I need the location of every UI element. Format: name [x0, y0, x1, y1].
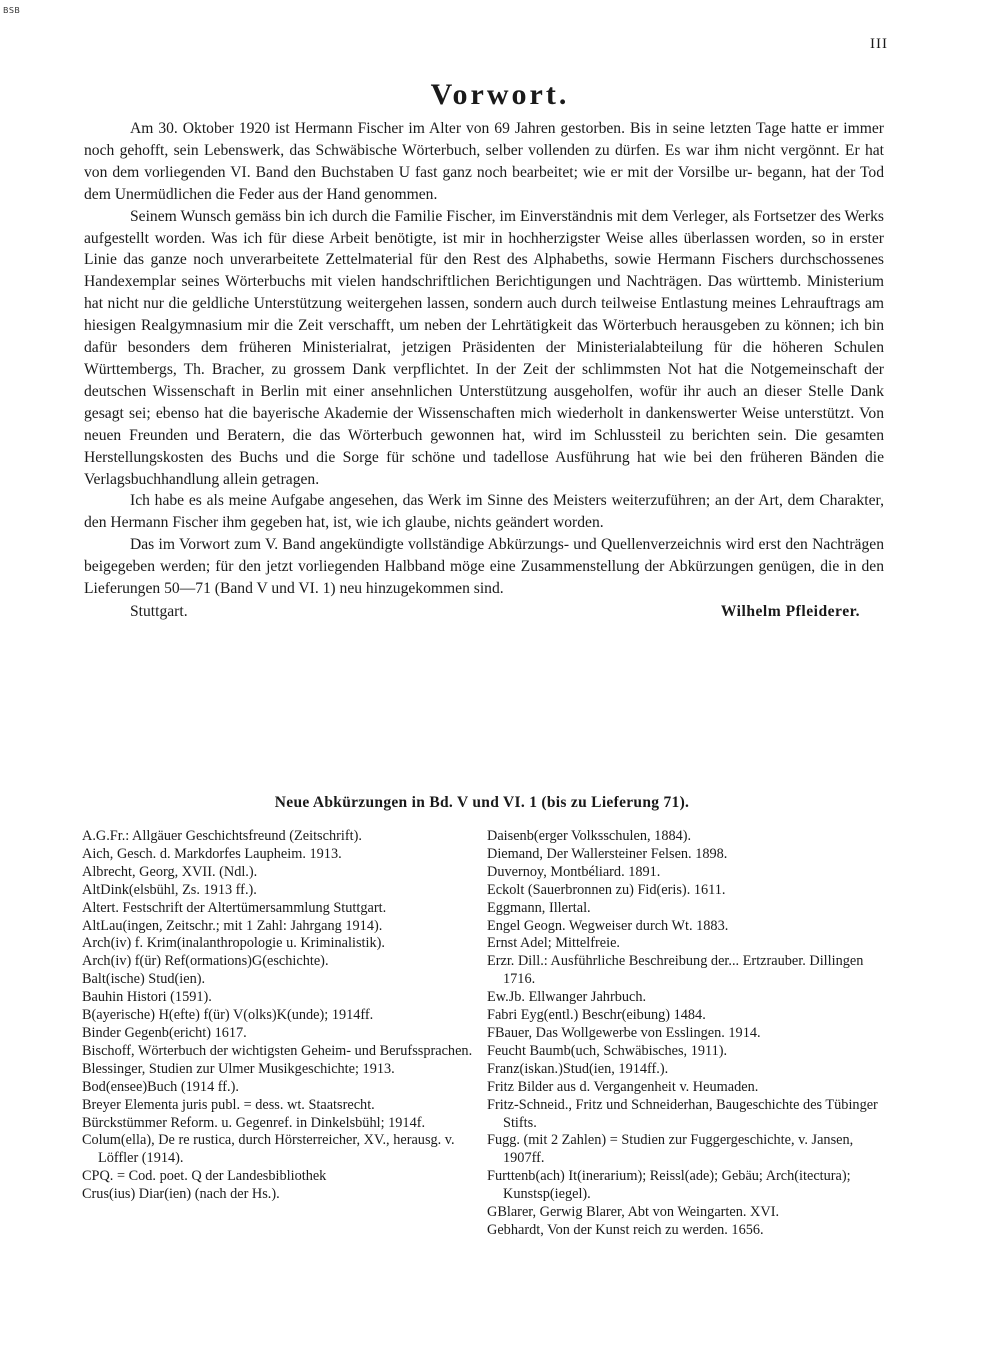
abbreviation-entry: Feucht Baumb(uch, Schwäbisches, 1911). — [487, 1042, 728, 1059]
abbreviation-entry: Arch(iv) f. Krim(inalanthropologie u. Kriminalistik). — [82, 935, 385, 952]
abbreviation-entry: Breyer Elementa juris publ. = dess. wt. Staatsrecht. — [82, 1096, 375, 1113]
abbreviation-entry: Gebhardt, Von der Kunst reich zu werden. 1656. — [487, 1221, 764, 1238]
abbreviation-entry: Bod(ensee)Buch (1914 ff.). — [82, 1078, 239, 1095]
signature-name: Wilhelm Pfleiderer. — [720, 602, 860, 620]
place-date: Stuttgart. — [130, 602, 188, 620]
abbreviation-entry: Engel Geogn. Wegweiser durch Wt. 1883. — [487, 917, 729, 934]
abbreviation-entry: B(ayerische) H(efte) f(ür) V(olks)K(unde); 1914ff. — [82, 1007, 374, 1024]
abbreviation-entry: Arch(iv) f(ür) Ref(ormations)G(eschichte). — [82, 953, 329, 970]
abbreviation-entry: Fritz Bilder aus d. Vergangenheit v. Heumaden. — [487, 1078, 759, 1095]
abbreviation-entry: GBlarer, Gerwig Blarer, Abt von Weingarten. XVI. — [487, 1204, 780, 1221]
abbreviation-entry: Fugg. (mit 2 Zahlen) = Studien zur Fuggergeschichte, v. Jansen, 1907ff. — [487, 1132, 854, 1167]
preface-title: Vorwort. — [430, 78, 570, 111]
abbreviation-entry: Bürckstümmer Reform. u. Gegenref. in Dinkelsbühl; 1914f. — [82, 1114, 426, 1131]
abbreviation-entry: Ernst Adel; Mittelfreie. — [487, 935, 621, 952]
abbreviation-entry: Bauhin Histori (1591). — [82, 989, 212, 1006]
abbreviation-entry: Fritz-Schneid., Fritz und Schneiderhan, Baugeschichte des Tübinger Stifts. — [487, 1096, 878, 1131]
abbreviation-entry: Bischoff, Wörterbuch der wichtigsten Geheim- und Berufssprachen. — [82, 1042, 473, 1059]
signature-row — [84, 601, 884, 623]
abbreviation-entry: Furttenb(ach) It(inerarium); Reissl(ade); Gebäu; Arch(itectura); Kunstsp(iegel). — [487, 1168, 851, 1203]
abbreviation-entry: Balt(ische) Stud(ien). — [82, 971, 206, 988]
abbreviations-right-column — [487, 828, 883, 1240]
abbreviation-entry: Aich, Gesch. d. Markdorfes Laupheim. 1913. — [82, 845, 342, 862]
abbreviation-entry: Binder Gegenb(ericht) 1617. — [82, 1024, 247, 1041]
abbreviation-entry: Duvernoy, Montbéliard. 1891. — [487, 863, 661, 880]
abbreviation-entry: Diemand, Der Wallersteiner Felsen. 1898. — [487, 845, 728, 862]
preface-paragraph-1: Am 30. Oktober 1920 ist Hermann Fischer im Alter von 69 Jahren gestorben. Bis in seine letzten Tage hatte er immer noch gehofft, sein Lebenswerk, das Schwäbische Wörterbuch, selber vollenden zu dürfen. Es war ihm nicht vergönnt. Er hat von dem vorliegenden VI. Band den Buchstaben U fast ganz noch bearbeitet; wie er mit der Vorsilbe ur- begann, hat der Tod dem Unermüdlichen die Feder aus der Hand genommen. — [84, 120, 884, 203]
abbreviation-entry: FBauer, Das Wollgewerbe von Esslingen. 1914. — [487, 1024, 761, 1041]
abbreviations-left-column — [82, 828, 480, 1204]
abbreviation-entry: A.G.Fr.: Allgäuer Geschichtsfreund (Zeitschrift). — [82, 828, 362, 844]
page-number: III — [870, 36, 888, 52]
abbreviation-entry: Blessinger, Studien zur Ulmer Musikgeschichte; 1913. — [82, 1060, 395, 1077]
abbreviation-entry: Franz(iskan.)Stud(ien, 1914ff.). — [487, 1060, 669, 1077]
preface-body — [84, 118, 884, 623]
abbreviation-entry: CPQ. = Cod. poet. Q der Landesbibliothek — [82, 1168, 327, 1185]
abbreviation-entry: AltLau(ingen, Zeitschr.; mit 1 Zahl: Jahrgang 1914). — [82, 917, 383, 934]
abbreviation-entry: Altert. Festschrift der Altertümersammlung Stuttgart. — [82, 899, 387, 916]
abbreviation-entry: Albrecht, Georg, XVII. (Ndl.). — [82, 863, 258, 880]
abbreviation-entry: Ew.Jb. Ellwanger Jahrbuch. — [487, 989, 647, 1006]
abbreviation-entry: Crus(ius) Diar(ien) (nach der Hs.). — [82, 1186, 280, 1203]
abbreviation-entry: Eckolt (Sauerbronnen zu) Fid(eris). 1611. — [487, 881, 726, 898]
library-mark: BSB — [3, 6, 21, 15]
preface-paragraph-3: Ich habe es als meine Aufgabe angesehen, das Werk im Sinne des Meisters weiterzuführen; an der Art, dem Charakter, den Hermann Fischer ihm gegeben hat, ist, wie ich glaube, nichts geändert worden. — [84, 492, 884, 532]
abbreviation-entry: Daisenb(erger Volksschulen, 1884). — [487, 828, 692, 844]
abbreviations-heading: Neue Abkürzungen in Bd. V und VI. 1 (bis zu Lieferung 71). — [274, 794, 690, 811]
abbreviation-entry: Fabri Eyg(entl.) Beschr(eibung) 1484. — [487, 1007, 706, 1024]
abbreviation-entry: Eggmann, Illertal. — [487, 899, 591, 916]
abbreviation-entry: Erzr. Dill.: Ausführliche Beschreibung der... Ertzrauber. Dillingen 1716. — [487, 953, 864, 988]
preface-paragraph-4: Das im Vorwort zum V. Band angekündigte vollständige Abkürzungs- und Quellenverzeichnis wird erst den Nachträgen beigegeben werden; für den jetzt vorliegenden Halbband möge eine Zusammenstellung der Abkürzungen genügen, die in den Lieferungen 50—71 (Band V und VI. 1) neu hinzugekommen sind. — [84, 536, 884, 598]
abbreviation-entry: Colum(ella), De re rustica, durch Hörsterreicher, XV., herausg. v. Löffler (1914). — [82, 1132, 455, 1167]
preface-paragraph-2: Seinem Wunsch gemäss bin ich durch die Familie Fischer, im Einverständnis mit dem Verleger, als Fortsetzer des Werks aufgestellt worden. Was ich für diese Arbeit benötigte, ist mir in hochherzigster Weise alles überlassen worden, so in erster Linie das ganze noch unverarbeitete Zettelmaterial für den Rest des Alphabeths, sowie Hermann Fischers durchschossenes Handexemplar seines Wörterbuchs mit vielen handschriftlichen Berichtigungen und Nachträgen. Das württemb. Ministerium hat nicht nur die geldliche Unterstützung weitergehen lassen, sondern auch durch teilweise Entlastung meines Lehrauftrags am hiesigen Realgymnasium mir die Zeit verschafft, um neben der Lehrtätigkeit das Wörterbuch herausgeben zu können; ich bin dafür besonders dem früheren Ministerialrat, jetzigen Präsidenten der Ministerialabteilung für die höheren Schulen Württembergs, Th. Bracher, zu grossem Dank verpflichtet. In der Zeit der schlimmsten Not hat die Notgemeinschaft der deutschen Wissenschaft in Berlin mit einer ansehnlichen Unterstützung ausgeholfen, wofür ihr auch an dieser Stelle Dank gesagt sei; ebenso hat die bayerische Akademie der Wissenschaften mich wiederholt in dankenswerter Weise unterstützt. Von neuen Freunden und Beratern, die das Wörterbuch gewonnen hat, wird im Schlussteil zu berichten sein. Die gesamten Herstellungskosten des Buchs und die Sorge für schöne und tadellose Ausführung hat wie bei den früheren Bänden die Verlagsbuchhandlung allein getragen. — [84, 207, 884, 488]
abbreviation-entry: AltDink(elsbühl, Zs. 1913 ff.). — [82, 881, 257, 898]
